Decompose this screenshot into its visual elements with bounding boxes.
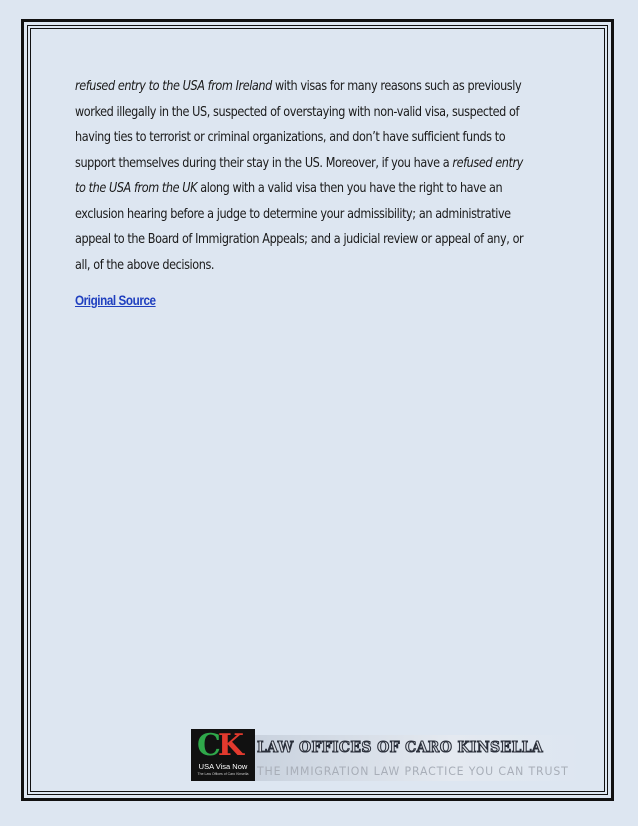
italic-phrase-ireland: refused entry to the USA from Ireland (75, 78, 272, 94)
logo-small-print: The Law Offices of Caro Kinsella (197, 772, 249, 776)
logo-subtitle: USA Visa Now (198, 762, 248, 771)
ck-logo (191, 729, 255, 781)
firm-tagline: THE IMMIGRATION LAW PRACTICE YOU CAN TRUST (257, 764, 569, 778)
body-paragraph (75, 74, 535, 278)
paragraph-text-part-2: along with a valid visa then you have the right to have an exclusion hearing before a judge to determine your admissibility; an administrative appeal to the Board of Immigration Appeals; and a judicial review or appeal of any, or all, of the above decisions. (75, 180, 524, 273)
logo-monogram: CK (197, 729, 241, 763)
firm-name: LAW OFFICES OF CARO KINSELLA (257, 738, 544, 756)
original-source-link[interactable]: Original Source (75, 293, 156, 308)
footer-banner (191, 729, 582, 781)
paragraph-text-part-1: with visas for many reasons such as previously worked illegally in the US, suspected of overstaying with non-valid visa, suspected of having ties to terrorist or criminal organizations, and don’t have sufficient funds to support themselves during their stay in the US. Moreover, if you have a (75, 78, 522, 171)
italic-phrase-uk: refused entry to the USA from the UK (75, 154, 523, 196)
